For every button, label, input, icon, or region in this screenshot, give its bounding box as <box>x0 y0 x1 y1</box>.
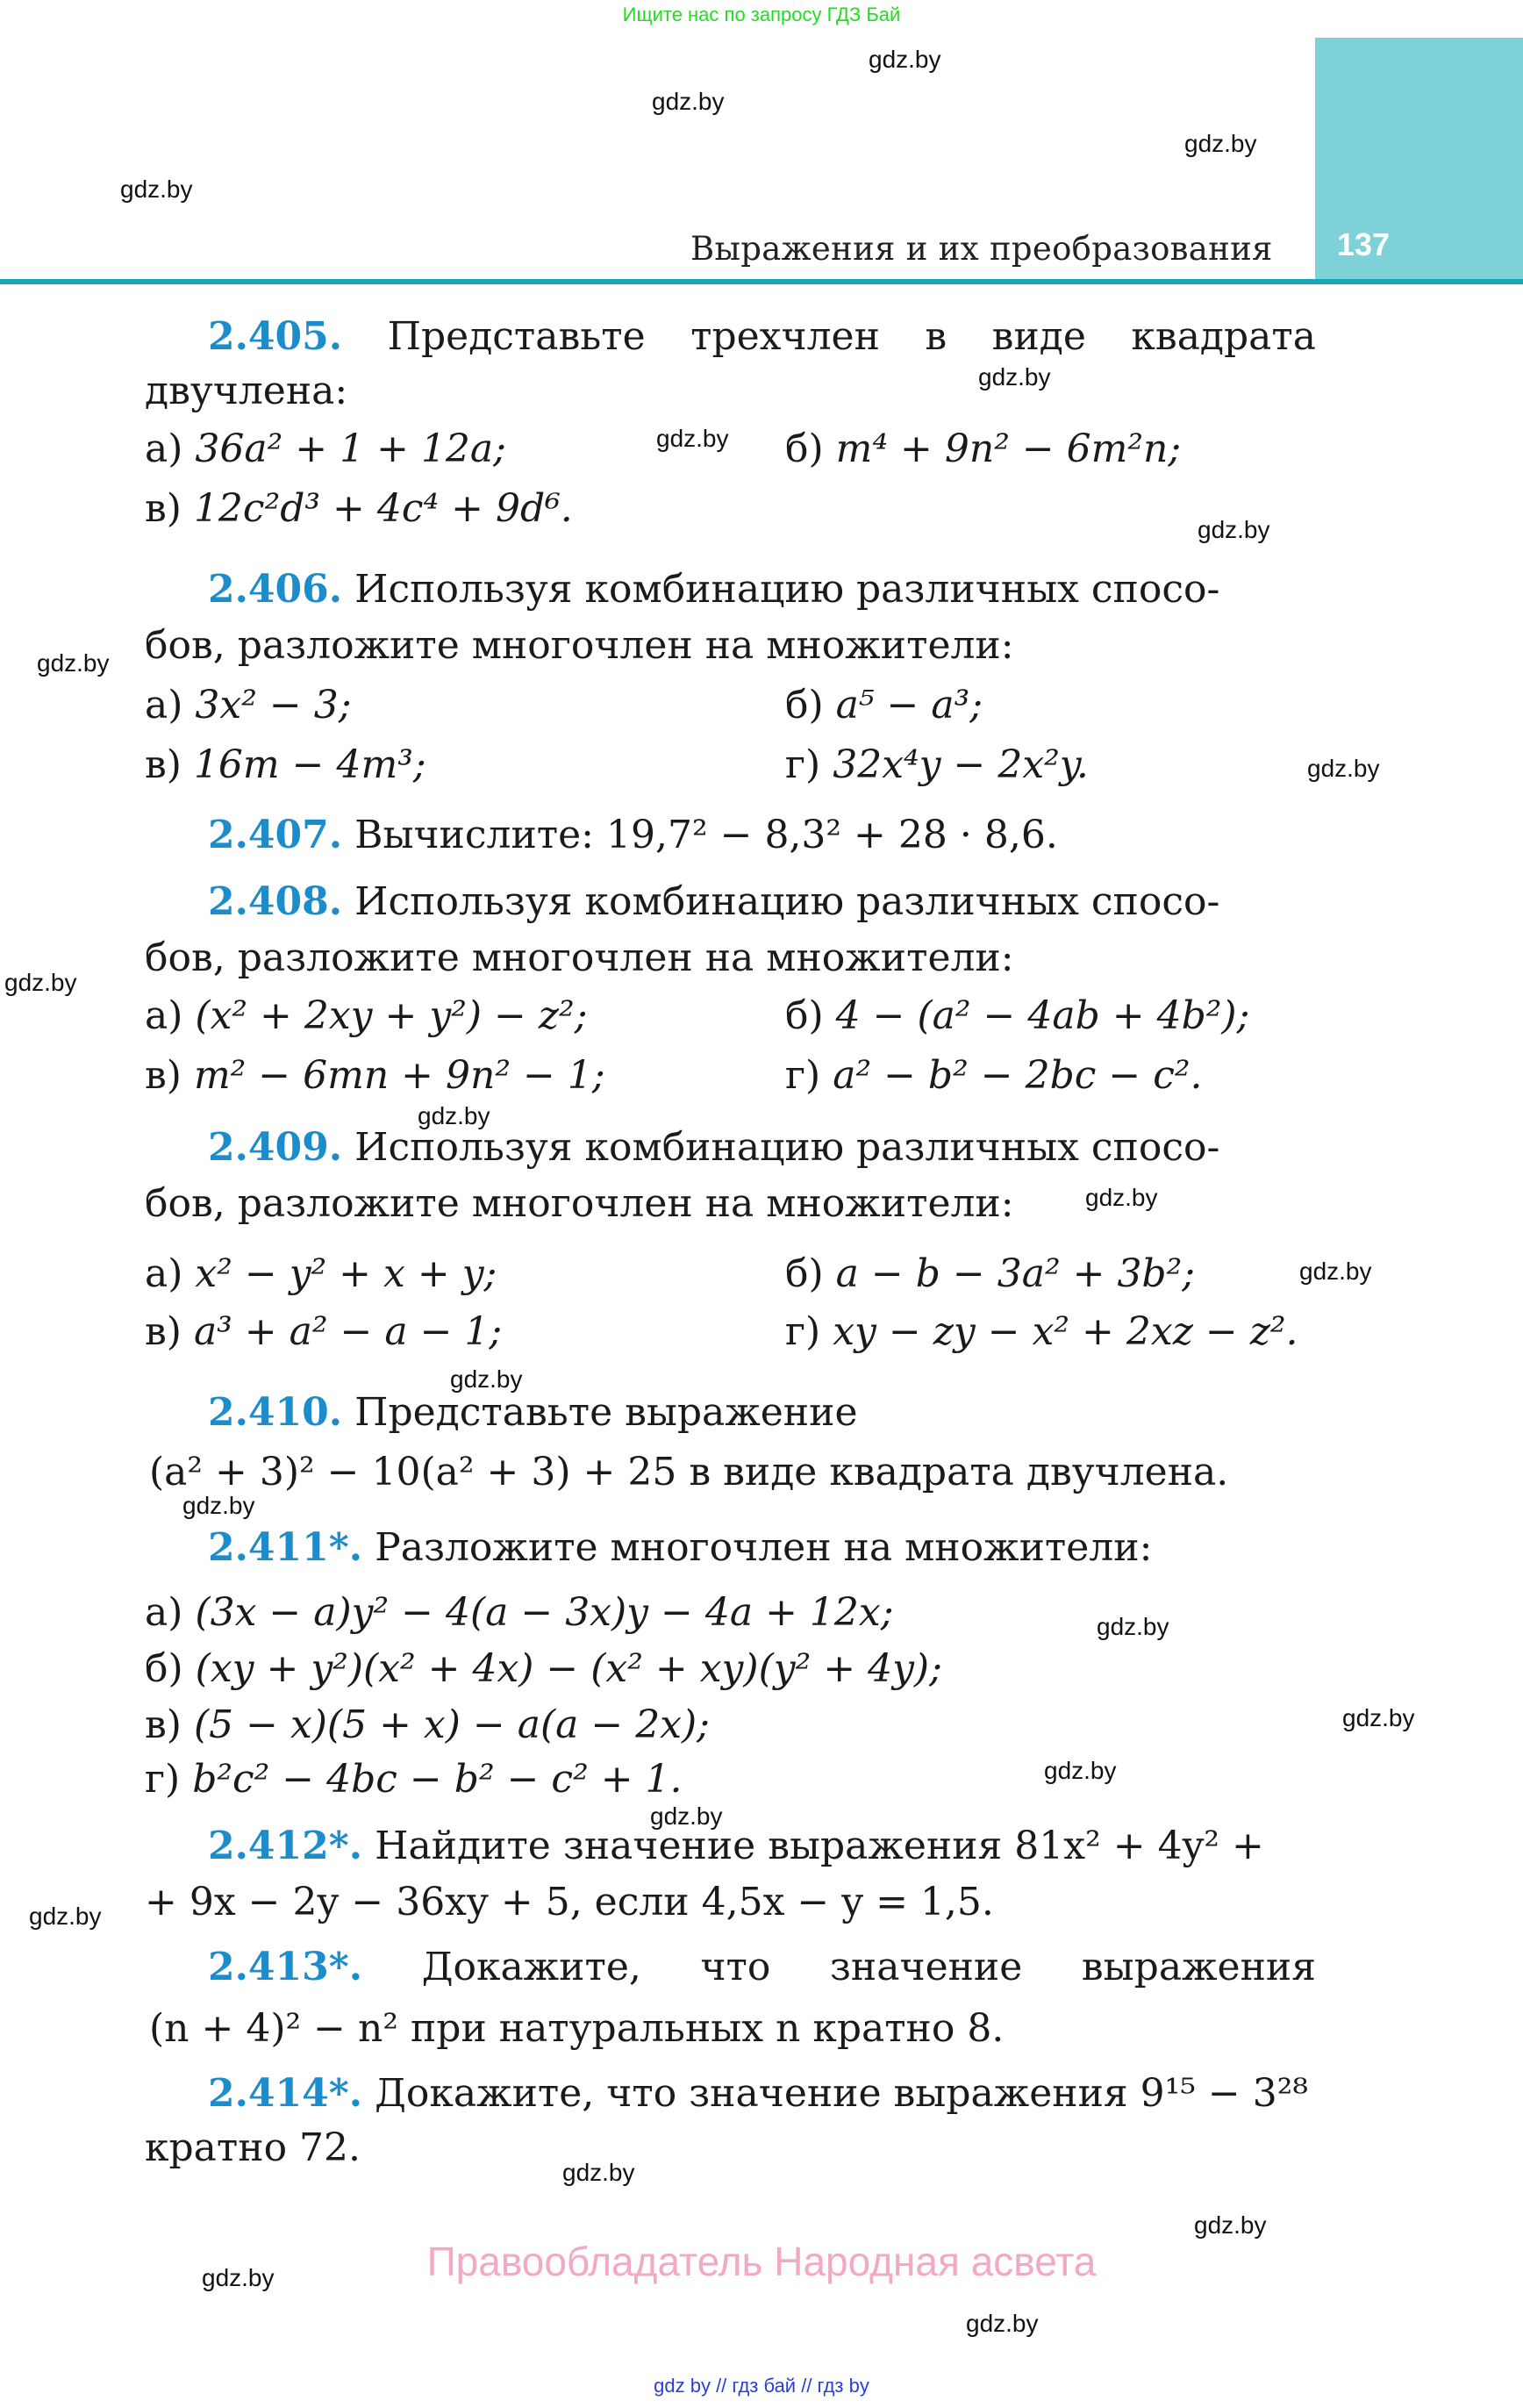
problem-2410-line-1: 2.410. Представьте выражение <box>208 1390 858 1435</box>
problem-2406-item-b: б) a⁵ − a³; <box>785 683 983 727</box>
problem-number: 2.413*. <box>208 1945 363 1989</box>
problem-2408-item-a: а) (x² + 2xy + y²) − z²; <box>145 993 588 1038</box>
watermark: gdz.by <box>1307 755 1380 782</box>
watermark: gdz.by <box>29 1903 102 1930</box>
watermark: gdz.by <box>1194 2211 1267 2239</box>
watermark: gdz.by <box>966 2310 1039 2337</box>
page-number: 137 <box>1337 226 1391 262</box>
problem-2410-line-2: (a² + 3)² − 10(a² + 3) + 25 в виде квадрата двучлена. <box>149 1450 1229 1494</box>
problem-2414-line-2: кратно 72. <box>145 2125 361 2170</box>
problem-2407-line-1: 2.407. Вычислите: 19,7² − 8,3² + 28 · 8,6. <box>208 813 1058 857</box>
problem-2409-item-b: б) a − b − 3a² + 3b²; <box>785 1251 1196 1296</box>
watermark: gdz.by <box>656 425 729 452</box>
problem-2408-item-v: в) m² − 6mn + 9n² − 1; <box>145 1053 605 1098</box>
watermark: gdz.by <box>652 88 725 115</box>
problem-2406-item-g: г) 32x⁴y − 2x²y. <box>785 742 1089 787</box>
problem-2414-line-1: 2.414*. Докажите, что значение выражения 9¹⁵ − 3²⁸ <box>208 2071 1309 2116</box>
problem-2413-line-1: 2.413*. Докажите, что значение выражения <box>208 1945 1316 1989</box>
watermark: gdz.by <box>869 46 941 73</box>
problem-2411-item-g: г) b²c² − 4bc − b² − c² + 1. <box>145 1757 683 1802</box>
problem-2409-item-g: г) xy − zy − x² + 2xz − z². <box>785 1309 1298 1354</box>
watermark: gdz.by <box>1342 1704 1415 1731</box>
watermark: gdz.by <box>562 2159 635 2186</box>
watermark: gdz.by <box>182 1492 255 1519</box>
problem-2405-line-1: 2.405. Представьте трехчлен в виде квадрата <box>208 314 1316 359</box>
problem-number: 2.410. <box>208 1390 343 1435</box>
problem-2409-item-v: в) a³ + a² − a − 1; <box>145 1309 503 1354</box>
problem-2409-line-1: 2.409. Используя комбинацию различных спосо- <box>208 1125 1220 1170</box>
problem-2411-item-v: в) (5 − x)(5 + x) − a(a − 2x); <box>145 1702 711 1747</box>
watermark: gdz.by <box>418 1102 490 1129</box>
problem-2411-item-a: а) (3x − a)y² − 4(a − 3x)y − 4a + 12x; <box>145 1590 894 1635</box>
problem-2408-item-g: г) a² − b² − 2bc − c². <box>785 1053 1203 1098</box>
footer-links[interactable]: gdz by // гдз бай // гдз by <box>654 2375 869 2397</box>
watermark: gdz.by <box>1184 130 1257 157</box>
problem-2411-line-1: 2.411*. Разложите многочлен на множители: <box>208 1525 1153 1570</box>
problem-2406-item-a: а) 3x² − 3; <box>145 683 352 727</box>
problem-number: 2.406. <box>208 567 343 612</box>
problem-2405-line-2: двучлена: <box>145 369 348 413</box>
problem-2406-line-1: 2.406. Используя комбинацию различных спосо- <box>208 567 1220 612</box>
copyright-notice: Правообладатель Народная асвета <box>426 2239 1097 2284</box>
problem-2406-line-2: бов, разложите многочлен на множители: <box>145 623 1014 668</box>
problem-2412-line-2: + 9x − 2y − 36xy + 5, если 4,5x − y = 1,5. <box>145 1880 994 1924</box>
problem-number: 2.407. <box>208 813 343 857</box>
problem-2405-item-v: в) 12c²d³ + 4c⁴ + 9d⁶. <box>145 486 573 531</box>
watermark: gdz.by <box>37 649 110 677</box>
problem-2412-line-1: 2.412*. Найдите значение выражения 81x² + 4y² + <box>208 1824 1264 1868</box>
problem-2413-line-2: (n + 4)² − n² при натуральных n кратно 8. <box>149 2006 1005 2051</box>
search-banner[interactable]: Ищите нас по запросу ГДЗ Бай <box>622 4 901 25</box>
problem-2411-item-b: б) (xy + y²)(x² + 4x) − (x² + xy)(y² + 4y); <box>145 1646 942 1691</box>
problem-number: 2.414*. <box>208 2071 363 2116</box>
problem-2405-item-b: б) m⁴ + 9n² − 6m²n; <box>785 426 1182 471</box>
watermark: gdz.by <box>1085 1184 1158 1211</box>
problem-number: 2.412*. <box>208 1824 363 1868</box>
watermark: gdz.by <box>1044 1757 1117 1784</box>
watermark: gdz.by <box>650 1802 723 1830</box>
watermark: gdz.by <box>1097 1613 1169 1640</box>
running-title: Выражения и их преобразования <box>690 230 1273 268</box>
watermark: gdz.by <box>120 176 193 203</box>
problem-2406-item-v: в) 16m − 4m³; <box>145 742 426 787</box>
watermark: gdz.by <box>1299 1258 1372 1285</box>
problem-number: 2.409. <box>208 1125 343 1170</box>
watermark: gdz.by <box>450 1365 523 1393</box>
problem-number: 2.411*. <box>208 1525 363 1570</box>
watermark: gdz.by <box>978 363 1051 391</box>
problem-number: 2.405. <box>208 314 343 359</box>
watermark: gdz.by <box>4 969 77 996</box>
problem-2405-item-a: а) 36a² + 1 + 12a; <box>145 426 506 471</box>
problem-2408-line-2: бов, разложите многочлен на множители: <box>145 935 1014 980</box>
watermark: gdz.by <box>202 2264 275 2291</box>
problem-2409-line-2: бов, разложите многочлен на множители: <box>145 1181 1014 1226</box>
problem-number: 2.408. <box>208 879 343 924</box>
problem-2408-line-1: 2.408. Используя комбинацию различных спосо- <box>208 879 1220 924</box>
watermark: gdz.by <box>1198 516 1270 543</box>
problem-2408-item-b: б) 4 − (a² − 4ab + 4b²); <box>785 993 1250 1038</box>
problem-2409-item-a: а) x² − y² + x + y; <box>145 1251 497 1296</box>
header-rule <box>0 279 1523 284</box>
